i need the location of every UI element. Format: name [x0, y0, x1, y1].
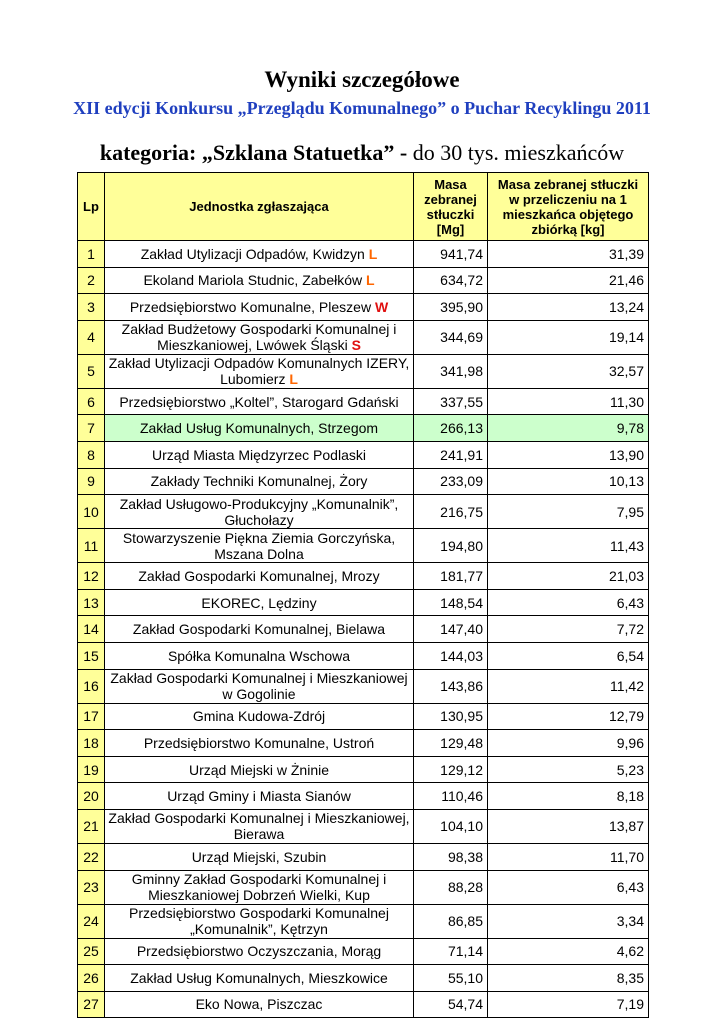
award-mark: S [351, 337, 361, 354]
cell-mass: 144,03 [414, 642, 488, 669]
organization-name: Przedsiębiorstwo Oczyszczania, Morąg [136, 943, 382, 960]
cell-mass: 266,13 [414, 415, 488, 442]
cell-per-capita: 6,43 [488, 870, 649, 904]
cell-organization [105, 642, 414, 669]
cell-lp: 19 [78, 756, 105, 783]
table-row [78, 294, 649, 321]
organization-name: Zakład Utylizacji Odpadów, Kwidzyn [140, 245, 365, 262]
cell-lp: 8 [78, 441, 105, 468]
cell-mass: 941,74 [414, 241, 488, 268]
cell-per-capita: 10,13 [488, 468, 649, 495]
cell-organization [105, 938, 414, 965]
table-row [78, 870, 649, 904]
cell-mass: 71,14 [414, 938, 488, 965]
organization-name: Spółka Komunalna Wschowa [167, 647, 351, 664]
cell-organization [105, 354, 414, 388]
page-title: Wyniki szczegółowe [264, 67, 460, 92]
organization-name: Przedsiębiorstwo Komunalne, Pleszew [129, 298, 372, 315]
category-heading [0, 140, 724, 166]
table-row [78, 938, 649, 965]
award-mark: L [366, 272, 375, 289]
column-header-mass: Masa zebranej stłuczki [Mg] [414, 173, 488, 241]
table-header-row [78, 173, 649, 241]
cell-mass: 104,10 [414, 809, 488, 843]
cell-per-capita: 21,46 [488, 267, 649, 294]
cell-mass: 148,54 [414, 589, 488, 616]
column-header-name: Jednostka zgłaszająca [105, 173, 414, 241]
organization-name: Stowarzyszenie Piękna Ziemia Gorczyńska, Mszana Dolna [122, 529, 396, 562]
organization-name: Urząd Gminy i Miasta Sianów [167, 788, 351, 805]
organization-name: Zakład Gospodarki Komunalnej, Mrozy [138, 567, 380, 584]
cell-lp: 9 [78, 468, 105, 495]
cell-mass: 344,69 [414, 320, 488, 354]
organization-name: Przedsiębiorstwo Gospodarki Komunalnej „Komunalnik”, Kętrzyn [129, 905, 389, 937]
cell-organization [105, 589, 414, 616]
cell-lp: 6 [78, 388, 105, 415]
organization-name: Przedsiębiorstwo „Koltel”, Starogard Gdański [119, 393, 399, 410]
cell-organization [105, 388, 414, 415]
table-row [78, 843, 649, 870]
cell-lp: 16 [78, 669, 105, 703]
cell-mass: 181,77 [414, 563, 488, 590]
cell-organization [105, 965, 414, 992]
table-row [78, 320, 649, 354]
cell-organization [105, 783, 414, 810]
cell-per-capita: 11,70 [488, 843, 649, 870]
table-row [78, 589, 649, 616]
cell-lp: 10 [78, 495, 105, 529]
cell-per-capita: 21,03 [488, 563, 649, 590]
cell-per-capita: 13,24 [488, 294, 649, 321]
table-row [78, 904, 649, 938]
cell-lp: 15 [78, 642, 105, 669]
cell-mass: 130,95 [414, 703, 488, 730]
cell-per-capita: 13,90 [488, 441, 649, 468]
cell-organization [105, 294, 414, 321]
cell-lp: 20 [78, 783, 105, 810]
cell-per-capita: 31,39 [488, 241, 649, 268]
cell-lp: 27 [78, 991, 105, 1018]
table-row [78, 468, 649, 495]
cell-per-capita: 4,62 [488, 938, 649, 965]
organization-name: Urząd Miejski, Szubin [191, 848, 327, 865]
cell-mass: 55,10 [414, 965, 488, 992]
cell-organization [105, 809, 414, 843]
cell-per-capita: 13,87 [488, 809, 649, 843]
cell-lp: 12 [78, 563, 105, 590]
organization-name: Przedsiębiorstwo Komunalne, Ustroń [143, 734, 375, 751]
cell-mass: 147,40 [414, 616, 488, 643]
cell-organization [105, 241, 414, 268]
table-row [78, 441, 649, 468]
organization-name: EKOREC, Lędziny [201, 594, 317, 611]
table-row [78, 703, 649, 730]
cell-mass: 194,80 [414, 529, 488, 563]
table-row [78, 642, 649, 669]
award-mark: L [368, 245, 378, 262]
cell-organization [105, 468, 414, 495]
cell-per-capita: 11,30 [488, 388, 649, 415]
organization-name: Zakład Usług Komunalnych, Mieszkowice [130, 969, 388, 986]
table-row [78, 563, 649, 590]
cell-lp: 21 [78, 809, 105, 843]
cell-mass: 88,28 [414, 870, 488, 904]
cell-lp: 24 [78, 904, 105, 938]
cell-mass: 110,46 [414, 783, 488, 810]
organization-name: Zakład Utylizacji Odpadów Komunalnych IZERY, Lubomierz [108, 355, 410, 388]
cell-lp: 13 [78, 589, 105, 616]
cell-per-capita: 8,35 [488, 965, 649, 992]
cell-lp: 1 [78, 241, 105, 268]
table-row [78, 267, 649, 294]
table-row [78, 415, 649, 442]
cell-organization [105, 563, 414, 590]
cell-mass: 241,91 [414, 441, 488, 468]
table-row [78, 991, 649, 1018]
cell-mass: 341,98 [414, 354, 488, 388]
cell-mass: 216,75 [414, 495, 488, 529]
cell-organization [105, 843, 414, 870]
cell-organization [105, 904, 414, 938]
cell-organization [105, 495, 414, 529]
cell-mass: 129,48 [414, 730, 488, 757]
cell-per-capita: 8,18 [488, 783, 649, 810]
table-row [78, 241, 649, 268]
cell-per-capita: 12,79 [488, 703, 649, 730]
cell-lp: 23 [78, 870, 105, 904]
cell-per-capita: 11,43 [488, 529, 649, 563]
cell-lp: 2 [78, 267, 105, 294]
table-row [78, 783, 649, 810]
cell-organization [105, 756, 414, 783]
cell-per-capita: 19,14 [488, 320, 649, 354]
cell-lp: 11 [78, 529, 105, 563]
cell-lp: 5 [78, 354, 105, 388]
table-row [78, 809, 649, 843]
organization-name: Zakład Gospodarki Komunalnej i Mieszkaniowej w Gogolinie [110, 670, 408, 703]
cell-organization [105, 616, 414, 643]
table-row [78, 354, 649, 388]
table-row [78, 388, 649, 415]
cell-per-capita: 7,72 [488, 616, 649, 643]
cell-lp: 26 [78, 965, 105, 992]
cell-organization [105, 870, 414, 904]
cell-per-capita: 7,19 [488, 991, 649, 1018]
table-row [78, 495, 649, 529]
cell-organization [105, 730, 414, 757]
organization-name: Urząd Miasta Międzyrzec Podlaski [152, 446, 366, 463]
organization-name: Urząd Miejski w Żninie [188, 761, 330, 778]
award-mark: L [289, 371, 298, 388]
table-row [78, 730, 649, 757]
organization-name: Zakład Gospodarki Komunalnej, Bielawa [132, 621, 386, 638]
organization-name: Eko Nowa, Piszczac [195, 996, 323, 1013]
cell-per-capita: 3,34 [488, 904, 649, 938]
page-subtitle: XII edycji Konkursu „Przeglądu Komunalnego” o Puchar Recyklingu 2011 [73, 98, 651, 118]
cell-lp: 7 [78, 415, 105, 442]
cell-organization [105, 320, 414, 354]
cell-mass: 143,86 [414, 669, 488, 703]
cell-mass: 337,55 [414, 388, 488, 415]
cell-lp: 25 [78, 938, 105, 965]
column-header-lp: Lp [78, 173, 105, 241]
cell-organization [105, 441, 414, 468]
organization-name: Zakład Gospodarki Komunalnej i Mieszkaniowej, Bierawa [108, 810, 410, 843]
cell-per-capita: 6,54 [488, 642, 649, 669]
cell-per-capita: 9,78 [488, 415, 649, 442]
category-population: do 30 tys. mieszkańców [407, 140, 625, 165]
cell-mass: 86,85 [414, 904, 488, 938]
table-row [78, 616, 649, 643]
organization-name: Gmina Kudowa-Zdrój [192, 708, 326, 725]
cell-mass: 129,12 [414, 756, 488, 783]
cell-per-capita: 32,57 [488, 354, 649, 388]
award-mark: W [374, 298, 389, 315]
organization-name: Gminny Zakład Gospodarki Komunalnej i Mieszkaniowej Dobrzeń Wielki, Kup [131, 871, 387, 903]
cell-organization [105, 991, 414, 1018]
cell-mass: 98,38 [414, 843, 488, 870]
organization-name: Zakłady Techniki Komunalnej, Żory [150, 473, 368, 490]
organization-name: Ekoland Mariola Studnic, Zabełków [143, 272, 363, 289]
cell-organization [105, 415, 414, 442]
table-row [78, 965, 649, 992]
cell-lp: 17 [78, 703, 105, 730]
cell-mass: 54,74 [414, 991, 488, 1018]
cell-lp: 3 [78, 294, 105, 321]
cell-per-capita: 9,96 [488, 730, 649, 757]
table-row [78, 669, 649, 703]
table-row [78, 756, 649, 783]
cell-lp: 22 [78, 843, 105, 870]
organization-name: Zakład Usługowo-Produkcyjny „Komunalnik”, Głuchołazy [119, 495, 399, 528]
cell-per-capita: 6,43 [488, 589, 649, 616]
organization-name: Zakład Usług Komunalnych, Strzegom [139, 420, 379, 437]
cell-per-capita: 11,42 [488, 669, 649, 703]
table-body [78, 241, 649, 1018]
organization-name: Zakład Budżetowy Gospodarki Komunalnej i Mieszkaniowej, Lwówek Śląski [121, 321, 397, 354]
cell-mass: 233,09 [414, 468, 488, 495]
cell-organization [105, 703, 414, 730]
cell-per-capita: 5,23 [488, 756, 649, 783]
cell-mass: 634,72 [414, 267, 488, 294]
results-table [77, 172, 649, 1018]
cell-organization [105, 669, 414, 703]
cell-mass: 395,90 [414, 294, 488, 321]
cell-lp: 4 [78, 320, 105, 354]
cell-lp: 14 [78, 616, 105, 643]
category-label: kategoria: „Szklana Statuetka” - [99, 140, 408, 165]
cell-organization [105, 529, 414, 563]
table-row [78, 529, 649, 563]
cell-per-capita: 7,95 [488, 495, 649, 529]
cell-lp: 18 [78, 730, 105, 757]
cell-organization [105, 267, 414, 294]
column-header-per-capita: Masa zebranej stłuczki w przeliczeniu na 1 mieszkańca objętego zbiórką [kg] [488, 173, 649, 241]
